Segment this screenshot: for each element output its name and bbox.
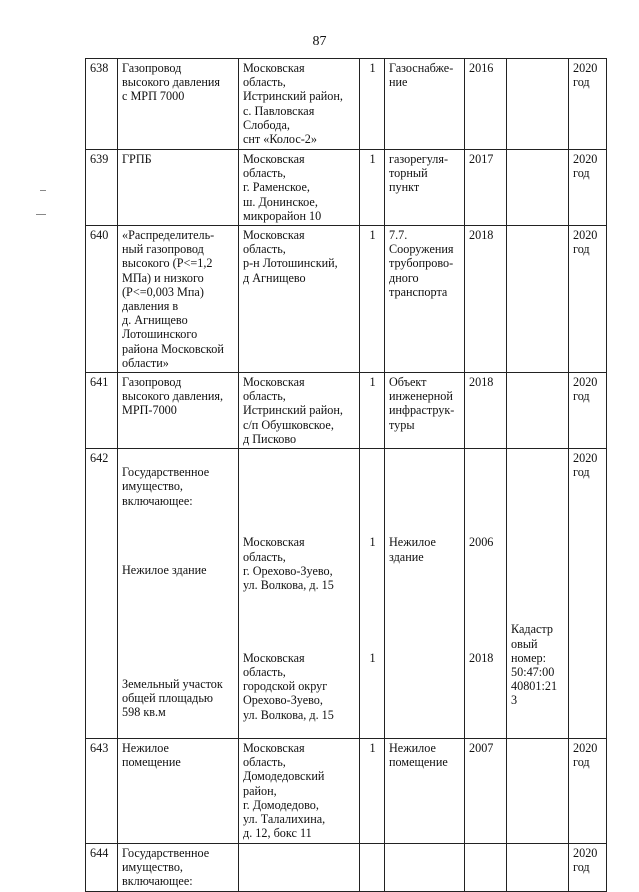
row-number: 638 [86,59,118,150]
object-name: Газопровод высокого давления, МРП-7000 [118,373,239,449]
item-address: Московская область, городской округ Орехово-Зуево, ул. Волкова, д. 15 [243,650,334,722]
property-table [85,58,607,892]
row-number: 643 [86,738,118,843]
table-row [86,150,607,226]
object-year: 2007 [465,738,507,843]
object-purpose: Газоснабже- ние [385,59,465,150]
item-name: Земельный участок общей площадью 598 кв.м [122,676,223,720]
object-quantity: 1 [360,150,385,226]
table-row [86,59,607,150]
item-name: Нежилое здание [122,563,207,578]
object-name: «Распределитель- ный газопровод высокого (Р<=1,2 МПа) и низкого (Р<=0,003 Мпа) давления в д. Агнищево Лотошинского района Московской области» [118,226,239,373]
privatization-period: 2020 год [569,738,607,843]
privatization-period: 2020 год [569,449,607,739]
item-quantity: 1 [369,651,376,666]
object-address: Московская область, г. Раменское, ш. Донинское, микрорайон 10 [239,150,360,226]
object-purpose: 7.7. Сооружения трубопрово- дного транспорта [385,226,465,373]
margin-mark [40,190,46,191]
privatization-period: 2020 год [569,373,607,449]
object-address: Московская область, Истринский район, с/п Обушковское, д Писково [239,373,360,449]
object-address: Московская область, Истринский район, с. Павловская Слобода, снт «Колос-2» [239,59,360,150]
object-name: ГРПБ [118,150,239,226]
object-address: Московская область, Домодедовский район, г. Домодедово, ул. Талалихина, д. 12, бокс 11 [239,738,360,843]
item-year: 2018 [469,651,494,666]
item-purpose: Нежилое здание [389,535,436,564]
object-year: 2018 [465,373,507,449]
table-row [86,843,607,891]
object-year: 2016 [465,59,507,150]
object-purpose: Нежилое помещение [385,738,465,843]
object-quantity: 1 [360,738,385,843]
object-purpose: газорегуля- торный пункт [385,150,465,226]
table-row [86,738,607,843]
row-number: 644 [86,843,118,891]
object-note [507,373,569,449]
object-quantity: 1 [360,226,385,373]
object-name: Нежилое помещение [118,738,239,843]
object-purpose [385,449,465,739]
object-address [239,843,360,891]
object-address [239,449,360,739]
object-quantity: 1 [360,373,385,449]
object-name [118,449,239,739]
object-quantity [360,843,385,891]
row-number: 641 [86,373,118,449]
table-row [86,226,607,373]
row-number: 640 [86,226,118,373]
privatization-period: 2020 год [569,59,607,150]
group-title: Государственное имущество, включающее: [122,465,210,508]
table-row [86,373,607,449]
object-year [465,843,507,891]
privatization-period: 2020 год [569,843,607,891]
item-year: 2006 [469,535,494,550]
object-purpose [385,843,465,891]
privatization-period: 2020 год [569,150,607,226]
item-quantity: 1 [369,535,376,550]
object-address: Московская область, р-н Лотошинский, д Агнищево [239,226,360,373]
row-number: 642 [86,449,118,739]
table-row [86,449,607,739]
object-year [465,449,507,739]
object-year: 2018 [465,226,507,373]
object-note [507,449,569,739]
object-name: Газопровод высокого давления с МРП 7000 [118,59,239,150]
object-note [507,150,569,226]
object-quantity: 1 [360,59,385,150]
object-note [507,843,569,891]
cadastral-number: Кадастр овый номер: 50:47:00 40801:21 3 [511,622,558,708]
privatization-period: 2020 год [569,226,607,373]
object-name: Государственное имущество, включающее: [118,843,239,891]
object-year: 2017 [465,150,507,226]
object-note [507,59,569,150]
object-purpose: Объект инженерной инфраструк- туры [385,373,465,449]
page-number: 87 [312,34,327,49]
item-address: Московская область, г. Орехово-Зуево, ул. Волкова, д. 15 [243,535,334,593]
object-note [507,738,569,843]
object-note [507,226,569,373]
margin-mark [36,214,46,215]
row-number: 639 [86,150,118,226]
object-quantity [360,449,385,739]
